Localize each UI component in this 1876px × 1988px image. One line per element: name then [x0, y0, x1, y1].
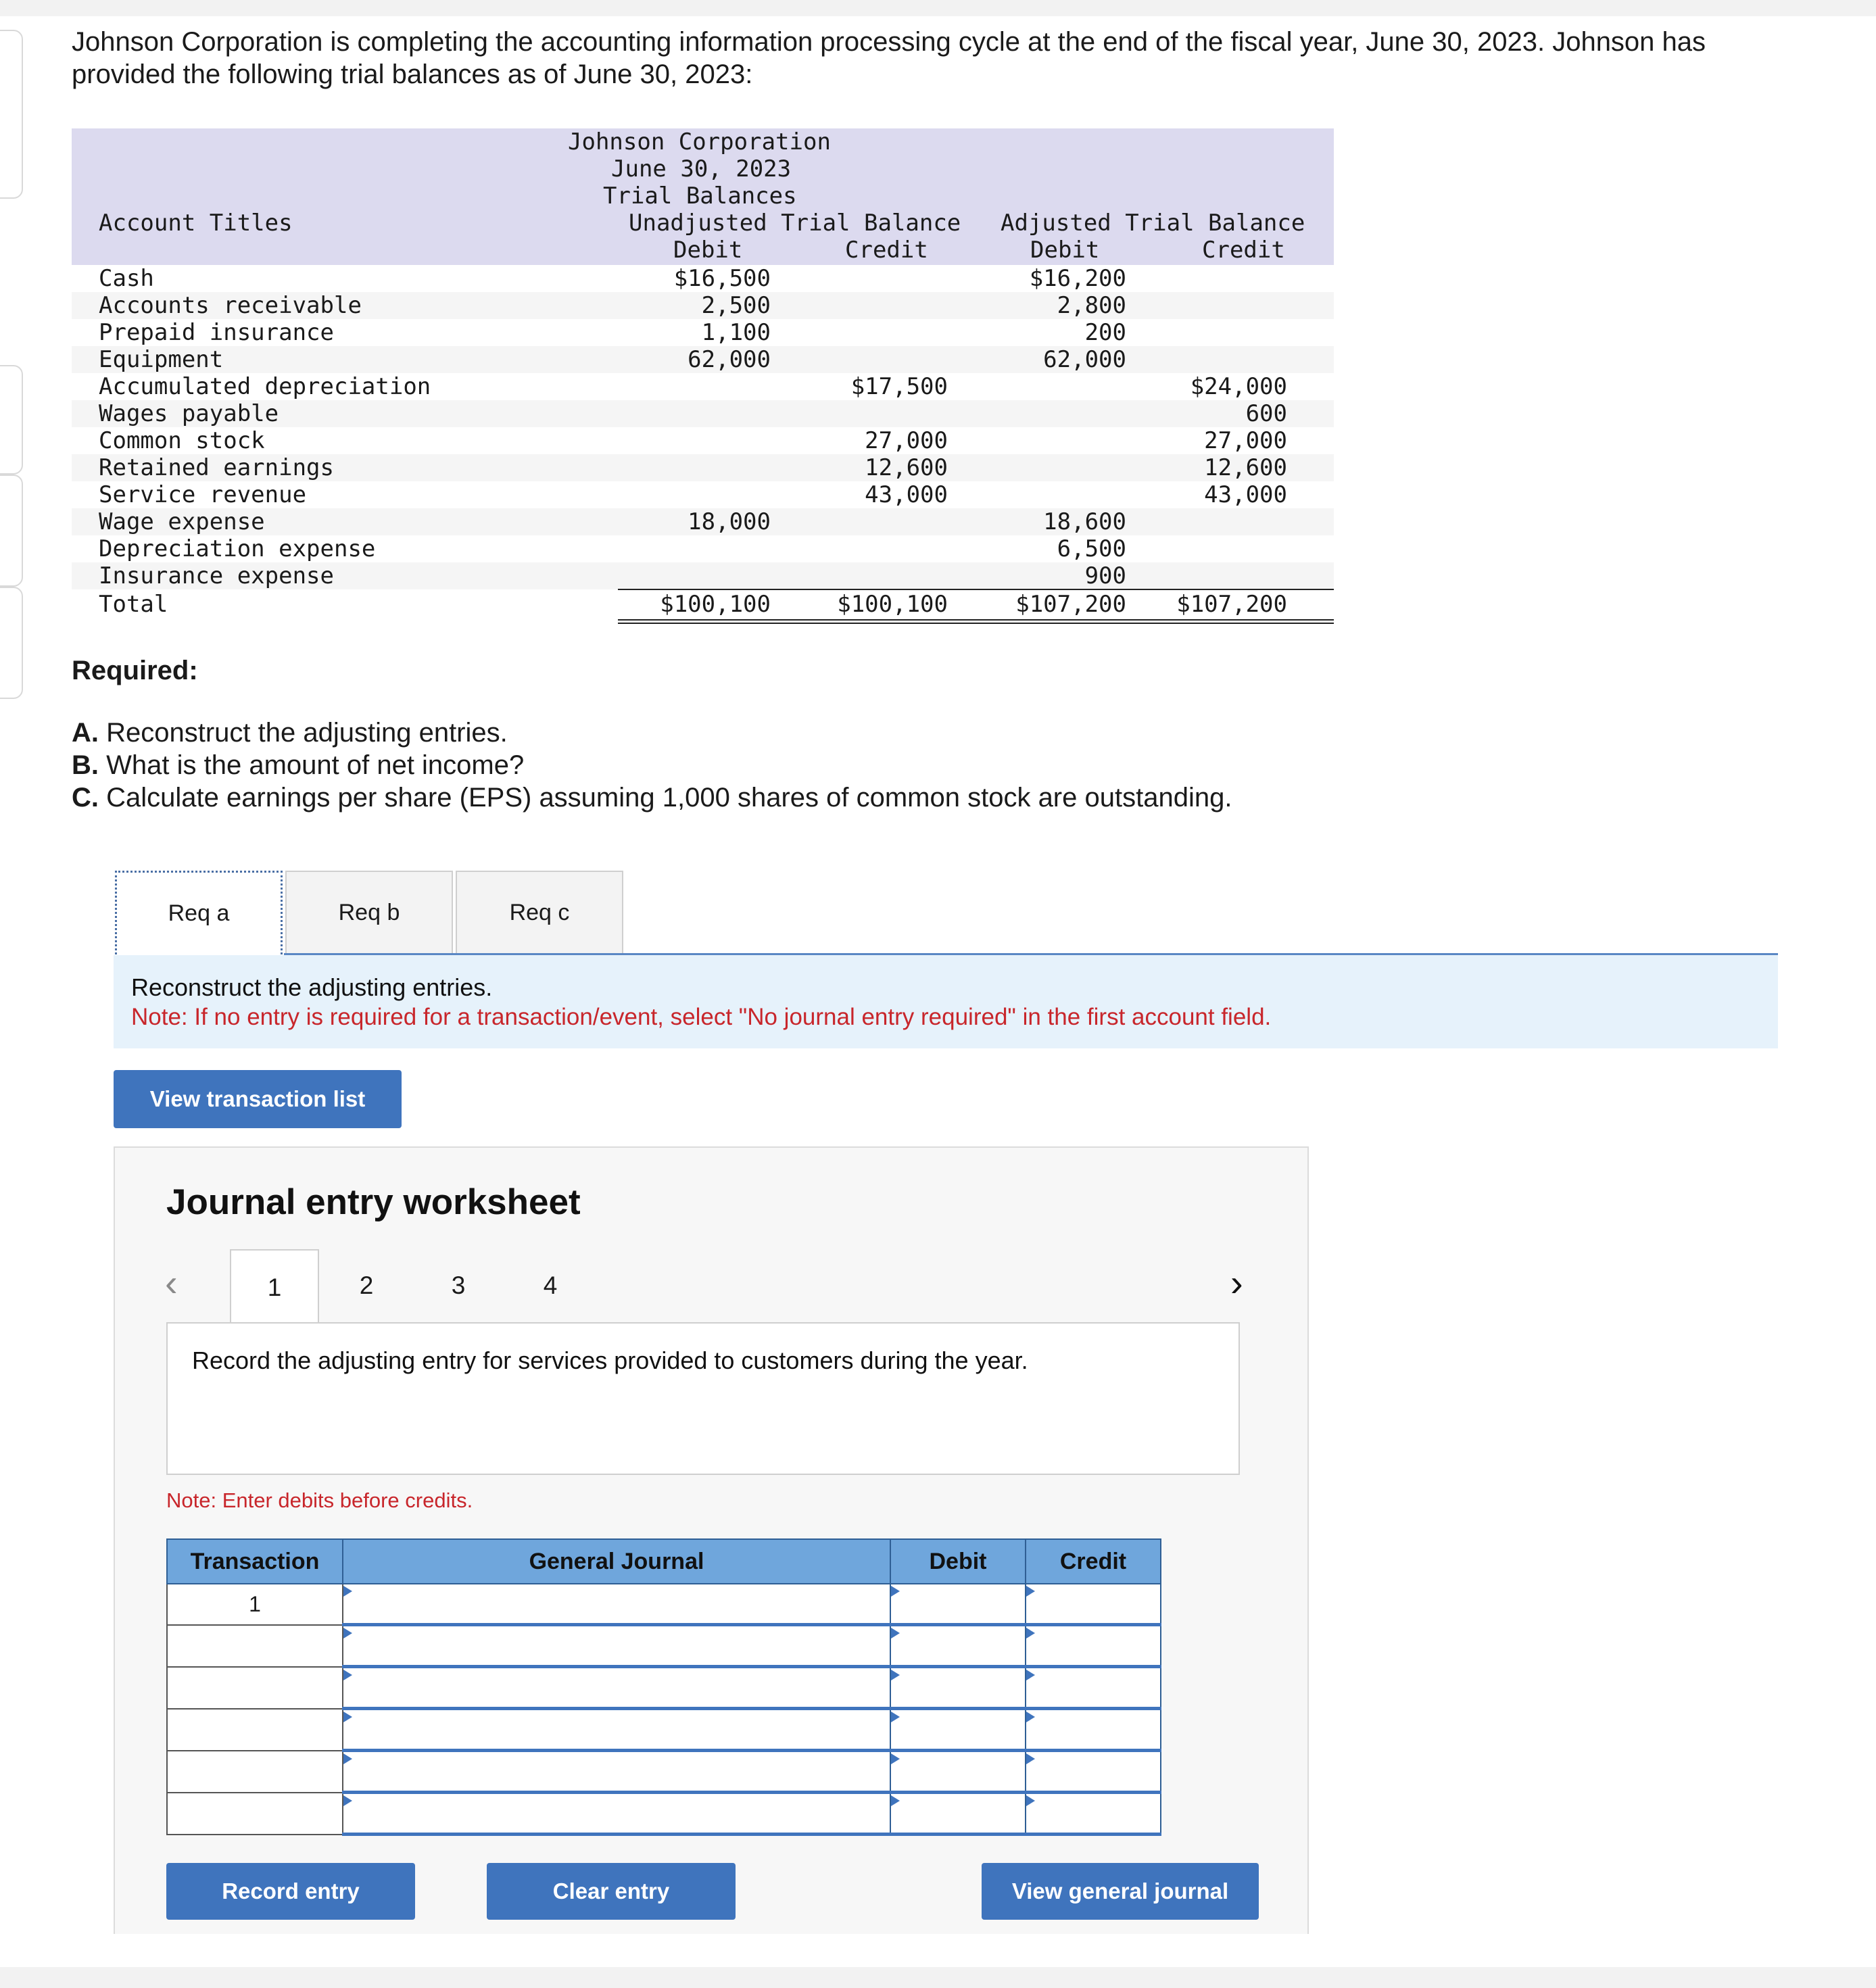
debit-input[interactable] [890, 1625, 1026, 1667]
double-rule [618, 623, 1334, 624]
tb-debit-label: Debit [1030, 237, 1100, 264]
tb-amount: 12,600 [865, 454, 948, 481]
tb-account: Retained earnings [99, 454, 334, 481]
account-select[interactable] [343, 1751, 890, 1793]
required-heading: Required: [72, 656, 198, 685]
tb-total-amount: $100,100 [837, 591, 948, 618]
tb-amount: $24,000 [1190, 373, 1287, 400]
debit-input[interactable] [890, 1667, 1026, 1709]
tb-total-amount: $107,200 [1176, 591, 1287, 618]
tb-total-label: Total [99, 591, 168, 618]
tb-debit-label: Debit [673, 237, 743, 264]
side-panel-edge[interactable] [0, 587, 23, 699]
required-item-b: B. What is the amount of net income? [72, 750, 525, 780]
tb-total-amount: $100,100 [660, 591, 771, 618]
tb-amount: 62,000 [688, 346, 771, 373]
debit-input[interactable] [890, 1584, 1026, 1625]
tb-account: Accounts receivable [99, 292, 362, 319]
journal-row [167, 1625, 1161, 1667]
debit-input[interactable] [890, 1751, 1026, 1793]
trial-balance-table [72, 128, 1334, 622]
tab-req-a[interactable]: Req a [115, 871, 283, 954]
tb-account: Common stock [99, 427, 265, 454]
view-general-journal-button[interactable]: View general journal [982, 1863, 1259, 1920]
tb-account: Insurance expense [99, 562, 334, 589]
tb-amount: 18,600 [1043, 508, 1126, 535]
record-entry-button[interactable]: Record entry [166, 1863, 415, 1920]
transaction-cell [167, 1751, 343, 1793]
account-select[interactable] [343, 1625, 890, 1667]
tab-req-b[interactable]: Req b [285, 871, 453, 953]
tb-amount: $17,500 [850, 373, 948, 400]
tb-account: Accumulated depreciation [99, 373, 431, 400]
view-transaction-list-button[interactable]: View transaction list [114, 1070, 402, 1128]
col-general-journal: General Journal [343, 1539, 890, 1584]
instruction-text: Reconstruct the adjusting entries. [131, 973, 493, 1001]
problem-intro: Johnson Corporation is completing the accounting information processing cycle at the end of the fiscal year, June 30, 2023. Johnson has provided the following trial balances as of June 30, 2023: [72, 27, 1706, 89]
credit-input[interactable] [1026, 1709, 1161, 1751]
tb-amount: 900 [1084, 562, 1126, 589]
tb-title: Trial Balances [603, 183, 797, 210]
top-bar [0, 0, 1876, 16]
side-panel-edge[interactable] [0, 30, 23, 199]
journal-row [167, 1709, 1161, 1751]
tb-amount: 1,100 [701, 319, 771, 346]
tb-amount: 2,800 [1057, 292, 1126, 319]
transaction-cell: 1 [167, 1584, 343, 1625]
tb-amount: 2,500 [701, 292, 771, 319]
prev-arrow-icon[interactable]: ‹ [165, 1261, 178, 1304]
tb-account: Service revenue [99, 481, 307, 508]
tb-account: Cash [99, 265, 154, 292]
transaction-cell [167, 1667, 343, 1709]
total-rule [618, 589, 1334, 590]
tb-amount: 6,500 [1057, 535, 1126, 562]
tb-account: Depreciation expense [99, 535, 376, 562]
tb-amount: 600 [1245, 400, 1287, 427]
next-arrow-icon[interactable]: › [1230, 1261, 1243, 1304]
worksheet-page-3[interactable]: 3 [451, 1271, 466, 1299]
credit-input[interactable] [1026, 1625, 1161, 1667]
tb-amount: $16,500 [673, 265, 771, 292]
debits-before-credits-note: Note: Enter debits before credits. [166, 1488, 473, 1512]
debit-input[interactable] [890, 1709, 1026, 1751]
instruction-note: Note: If no entry is required for a transaction/event, select "No journal entry required" in the first account field. [131, 1004, 1272, 1030]
tb-account: Wages payable [99, 400, 279, 427]
worksheet-page-1[interactable]: 1 [230, 1249, 319, 1325]
tb-credit-label: Credit [1202, 237, 1285, 264]
bottom-bar [0, 1967, 1876, 1988]
journal-entry-table [166, 1538, 1161, 1836]
tb-account: Prepaid insurance [99, 319, 334, 346]
journal-row [167, 1751, 1161, 1793]
transaction-cell [167, 1793, 343, 1835]
tb-amount: 27,000 [1204, 427, 1287, 454]
entry-description: Record the adjusting entry for services provided to customers during the year. [166, 1322, 1240, 1475]
tb-amount: 12,600 [1204, 454, 1287, 481]
col-transaction: Transaction [167, 1539, 343, 1584]
tb-amount: 43,000 [865, 481, 948, 508]
tb-amount: 200 [1084, 319, 1126, 346]
instruction-box [114, 955, 1778, 1048]
tb-amount: 43,000 [1204, 481, 1287, 508]
tab-req-c[interactable]: Req c [456, 871, 623, 953]
tb-amount: 27,000 [865, 427, 948, 454]
required-item-a: A. Reconstruct the adjusting entries. [72, 718, 508, 748]
journal-row [167, 1793, 1161, 1835]
tb-date: June 30, 2023 [611, 155, 792, 183]
account-select[interactable] [343, 1584, 890, 1625]
side-panel-edge[interactable] [0, 365, 23, 475]
credit-input[interactable] [1026, 1667, 1161, 1709]
tb-credit-label: Credit [845, 237, 928, 264]
credit-input[interactable] [1026, 1584, 1161, 1625]
side-panel-edge[interactable] [0, 475, 23, 587]
journal-row [167, 1584, 1161, 1625]
account-select[interactable] [343, 1793, 890, 1835]
tb-amount: 62,000 [1043, 346, 1126, 373]
account-select[interactable] [343, 1667, 890, 1709]
worksheet-page-4[interactable]: 4 [543, 1271, 558, 1299]
journal-entry-worksheet [114, 1146, 1309, 1934]
worksheet-title: Journal entry worksheet [166, 1182, 581, 1222]
debit-input[interactable] [890, 1793, 1026, 1835]
tb-amount: $16,200 [1029, 265, 1126, 292]
tb-adjusted-header: Adjusted Trial Balance [1001, 210, 1305, 237]
account-select[interactable] [343, 1709, 890, 1751]
worksheet-page-2[interactable]: 2 [359, 1271, 374, 1299]
credit-input[interactable] [1026, 1751, 1161, 1793]
tb-account: Equipment [99, 346, 224, 373]
double-rule [618, 619, 1334, 621]
clear-entry-button[interactable]: Clear entry [487, 1863, 736, 1920]
tb-total-amount: $107,200 [1015, 591, 1126, 618]
tb-unadjusted-header: Unadjusted Trial Balance [629, 210, 961, 237]
transaction-cell [167, 1625, 343, 1667]
col-credit: Credit [1026, 1539, 1161, 1584]
tb-amount: 18,000 [688, 508, 771, 535]
col-debit: Debit [890, 1539, 1026, 1584]
required-item-c: C. Calculate earnings per share (EPS) assuming 1,000 shares of common stock are outstanding. [72, 783, 1232, 813]
tb-account: Wage expense [99, 508, 265, 535]
tb-account-titles-header: Account Titles [99, 210, 293, 237]
required-list [72, 717, 1232, 814]
credit-input[interactable] [1026, 1793, 1161, 1835]
journal-row [167, 1667, 1161, 1709]
transaction-cell [167, 1709, 343, 1751]
tb-company: Johnson Corporation [568, 128, 831, 155]
